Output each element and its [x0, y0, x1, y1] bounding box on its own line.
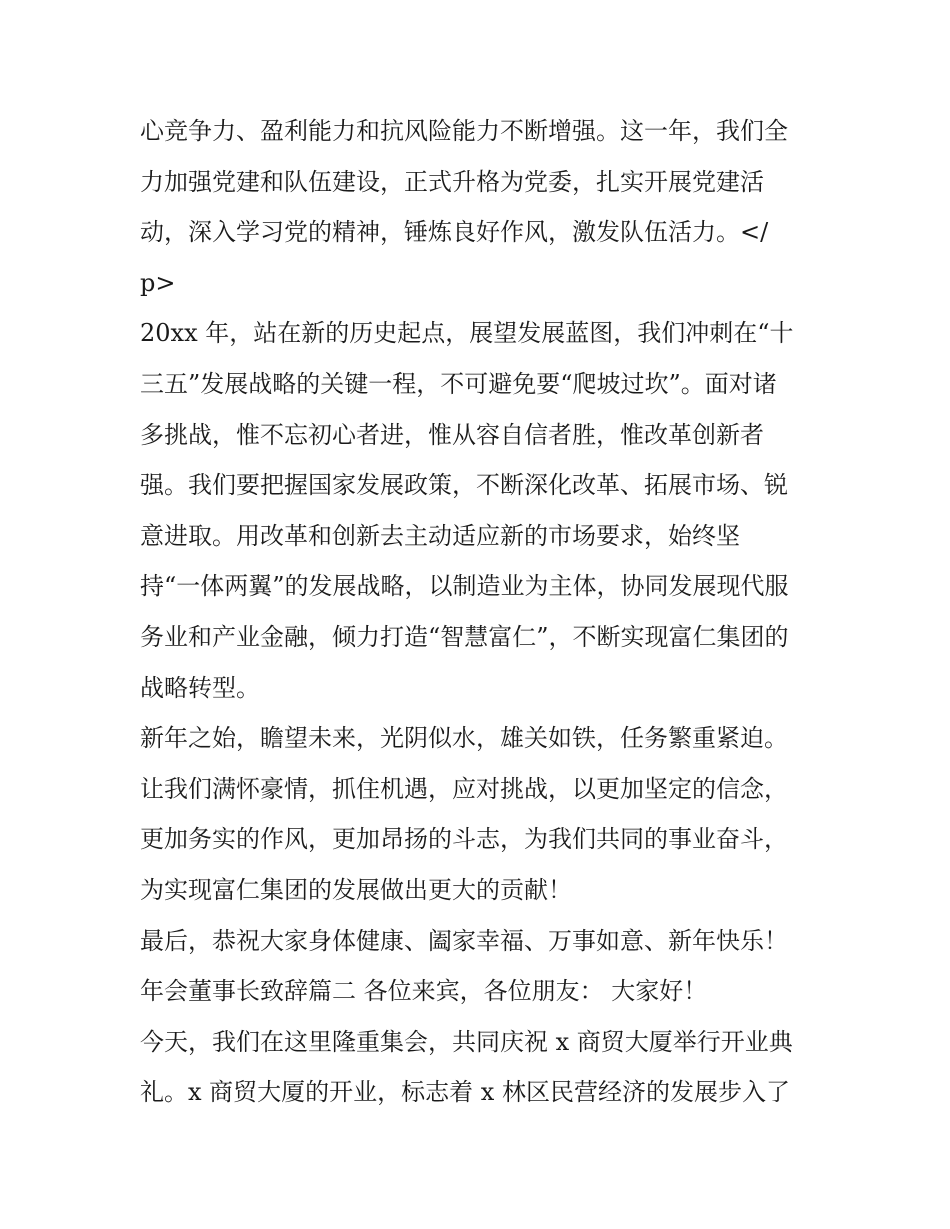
text-line: 多挑战，惟不忘初心者进，惟从容自信者胜，惟改革创新者 [140, 420, 764, 449]
text-line: 礼。x 商贸大厦的开业，标志着 x 林区民营经济的发展步入了 [140, 1078, 790, 1107]
text-line: 强。我们要把握国家发展政策，不断深化改革、拓展市场、锐 [140, 471, 788, 500]
text-line: 动，深入学习党的精神，锤炼良好作风，激发队伍活力。</ [140, 218, 769, 247]
text-line: 为实现富仁集团的发展做出更大的贡献！ [140, 875, 572, 904]
text-line: 力加强党建和队伍建设，正式升格为党委，扎实开展党建活 [140, 167, 764, 196]
text-line: 持“一体两翼”的发展战略，以制造业为主体，协同发展现代服 [140, 572, 789, 601]
text-line: 让我们满怀豪情，抓住机遇，应对挑战，以更加坚定的信念， [140, 774, 788, 803]
text-line: 战略转型。 [140, 673, 260, 702]
text-line: 20xx 年，站在新的历史起点，展望发展蓝图，我们冲刺在“十 [140, 319, 794, 348]
text-line: 今天，我们在这里隆重集会，共同庆祝 x 商贸大厦举行开业典 [140, 1027, 793, 1056]
text-line: 年会董事长致辞篇二 各位来宾，各位朋友： 大家好！ [140, 977, 708, 1006]
text-line: 心竞争力、盈利能力和抗风险能力不断增强。这一年，我们全 [140, 117, 788, 145]
text-line: 三五”发展战略的关键一程，不可避免要“爬坡过坎”。面对诸 [140, 369, 777, 398]
text-line: 意进取。用改革和创新去主动适应新的市场要求，始终坚 [140, 521, 740, 550]
text-line: 务业和产业金融，倾力打造“智慧富仁”，不断实现富仁集团的 [140, 622, 789, 651]
document-body [140, 106, 820, 1118]
text-line: 最后，恭祝大家身体健康、阖家幸福、万事如意、新年快乐！ [140, 926, 788, 955]
text-line: 更加务实的作风，更加昂扬的斗志，为我们共同的事业奋斗， [140, 825, 788, 854]
text-line: p> [140, 268, 176, 297]
text-line: 新年之始，瞻望未来，光阴似水，雄关如铁，任务繁重紧迫。 [140, 724, 788, 753]
